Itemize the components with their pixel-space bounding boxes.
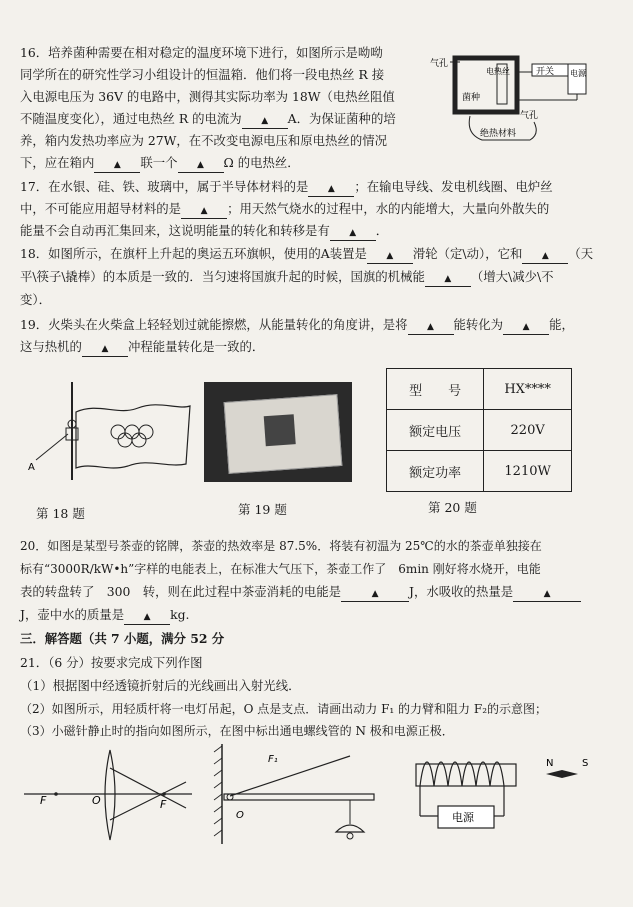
table-row (387, 451, 572, 492)
answer-blank[interactable]: ▲ (341, 585, 409, 602)
force-f1-label: F₁ (268, 754, 278, 765)
caption-q18: 第 18 题 (36, 506, 85, 521)
heater-label: 电热丝 (486, 67, 510, 76)
answer-blank[interactable]: ▲ (513, 585, 581, 602)
switch-label: 开关 (536, 67, 555, 77)
focus-left-label: F (40, 794, 47, 807)
q16-line-5: 养，箱内发热功率应为 27W，在不改变电源电压和原电热丝的情况 (20, 133, 387, 148)
table-row (387, 410, 572, 451)
q16-line-2: 同学所在的研究性学习小组设计的恒温箱．他们将一段电热丝 R 接 (20, 67, 385, 82)
spec-key: 额定功率 (387, 451, 484, 492)
lens-figure (24, 746, 194, 846)
q20-line-2: 标有“3000R/kW•h”字样的电能表上，在标准大气压下，茶壶工作了 6min 刚好将水烧开，电能 (20, 562, 541, 576)
answer-blank[interactable]: ▲ (330, 224, 376, 241)
fulcrum-label: O (236, 810, 244, 821)
q17-line-1: 17．在水银、硅、铁、玻璃中，属于半导体材料的是 ▲ ；在输电导线、发电机线圈、电炉丝 (20, 178, 553, 197)
answer-blank[interactable]: ▲ (124, 608, 170, 625)
q21-part-3: （3）小磁针静止时的指向如图所示，在图中标出通电螺线管的 N 极和电源正极． (20, 724, 454, 738)
answer-blank[interactable]: ▲ (503, 318, 549, 335)
air-hole-bottom-label: 气孔 (520, 111, 539, 121)
spec-key: 额定电压 (387, 410, 484, 451)
caption-q19: 第 19 题 (238, 502, 287, 517)
q18-line-3: 变）． (20, 292, 51, 307)
spec-value: 1210W (484, 451, 572, 492)
answer-blank[interactable]: ▲ (522, 247, 568, 264)
answer-blank[interactable]: ▲ (82, 340, 128, 357)
q21-part-2: （2）如图所示，用轻质杆将一电灯吊起，O 点是支点．请画出动力 F₁ 的力臂和阻力 F₂的示意图； (20, 702, 548, 716)
solenoid-figure (406, 744, 618, 842)
q16-line-1: 16．培养菌种需要在相对稳定的温度环境下进行，如图所示是呦呦 (20, 45, 383, 60)
spec-value: HX**** (484, 369, 572, 410)
flagpole-figure (28, 376, 198, 486)
q16-line-3: 入电源电压为 36V 的电路中，测得其实际功率为 18W（电热丝阻值 (20, 89, 395, 104)
table-row (387, 369, 572, 410)
focus-right-label: F (160, 798, 167, 811)
answer-blank[interactable]: ▲ (308, 180, 354, 197)
q20-line-1: 20．如图是某型号茶壶的铭牌，茶壶的热效率是 87.5%．将装有初温为 25℃的水的茶壶单独接在 (20, 539, 542, 553)
q21-part-1: （1）根据图中经透镜折射后的光线画出入射光线． (20, 678, 301, 693)
needle-s-label: S (582, 758, 589, 769)
q20-line-4: J，壶中水的质量是 ▲ kg. (20, 606, 189, 625)
answer-blank[interactable]: ▲ (94, 156, 140, 173)
q19-line-2: 这与热机的 ▲ 冲程能量转化是一致的． (20, 338, 264, 357)
answer-blank[interactable]: ▲ (242, 112, 288, 129)
spec-value: 220V (484, 410, 572, 451)
power-supply-label: 电源 (452, 811, 474, 824)
answer-blank[interactable]: ▲ (367, 247, 413, 264)
q17-line-2: 中，不可能应用超导材料的是 ▲ ；用天然气烧水的过程中，水的内能增大，大量向外散失的 (20, 200, 549, 219)
power-label: 电源 (570, 69, 586, 78)
q19-line-1: 19．火柴头在火柴盒上轻轻划过就能擦燃，从能量转化的角度讲，是将 ▲ 能转化为 ▲ 能， (20, 316, 574, 335)
matchbox-picture (264, 414, 296, 446)
insulation-label: 绝热材料 (480, 129, 517, 139)
matchbox-photo (204, 382, 352, 482)
answer-blank[interactable]: ▲ (425, 270, 471, 287)
q17-line-3: 能量不会自动再汇集回来，这说明能量的转化和转移是有 ▲ ． (20, 222, 388, 241)
lever-figure (210, 740, 380, 850)
q18-line-1: 18．如图所示，在旗杆上升起的奥运五环旗帜，使用的A装置是 ▲ 滑轮（定\动），它和 ▲ （天 (20, 245, 593, 264)
spec-key: 型 号 (387, 369, 484, 410)
q21-title: 21．（6 分）按要求完成下列作图 (20, 655, 203, 670)
incubator-diagram (430, 50, 615, 150)
culture-label: 菌种 (462, 93, 481, 103)
q18-line-2: 平\筷子\撬棒）的本质是一致的．当匀速将国旗升起的时候，国旗的机械能 ▲ （增大\减少\不 (20, 268, 554, 287)
q16-line-4: 不随温度变化），通过电热丝 R 的电流为 ▲ A．为保证菌种的培 (20, 110, 396, 129)
answer-blank[interactable]: ▲ (181, 202, 227, 219)
teapot-nameplate (386, 368, 572, 492)
matchbox (224, 394, 343, 474)
needle-n-label: N (546, 758, 554, 769)
q20-line-3: 表的转盘转了 300 转，则在此过程中茶壶消耗的电能是 ▲ J，水吸收的热量是 ▲ (20, 583, 581, 602)
section-heading: 三．解答题（共 7 小题，满分 52 分 (20, 631, 225, 646)
answer-blank[interactable]: ▲ (408, 318, 454, 335)
q16-line-6: 下，应在箱内 ▲ 联一个 ▲ Ω 的电热丝． (20, 154, 300, 173)
pulley-label: A (28, 462, 35, 473)
answer-blank[interactable]: ▲ (178, 156, 224, 173)
optical-center-label: O (92, 794, 101, 807)
air-hole-top-label: 气孔 (430, 59, 449, 69)
caption-q20: 第 20 题 (428, 500, 477, 515)
